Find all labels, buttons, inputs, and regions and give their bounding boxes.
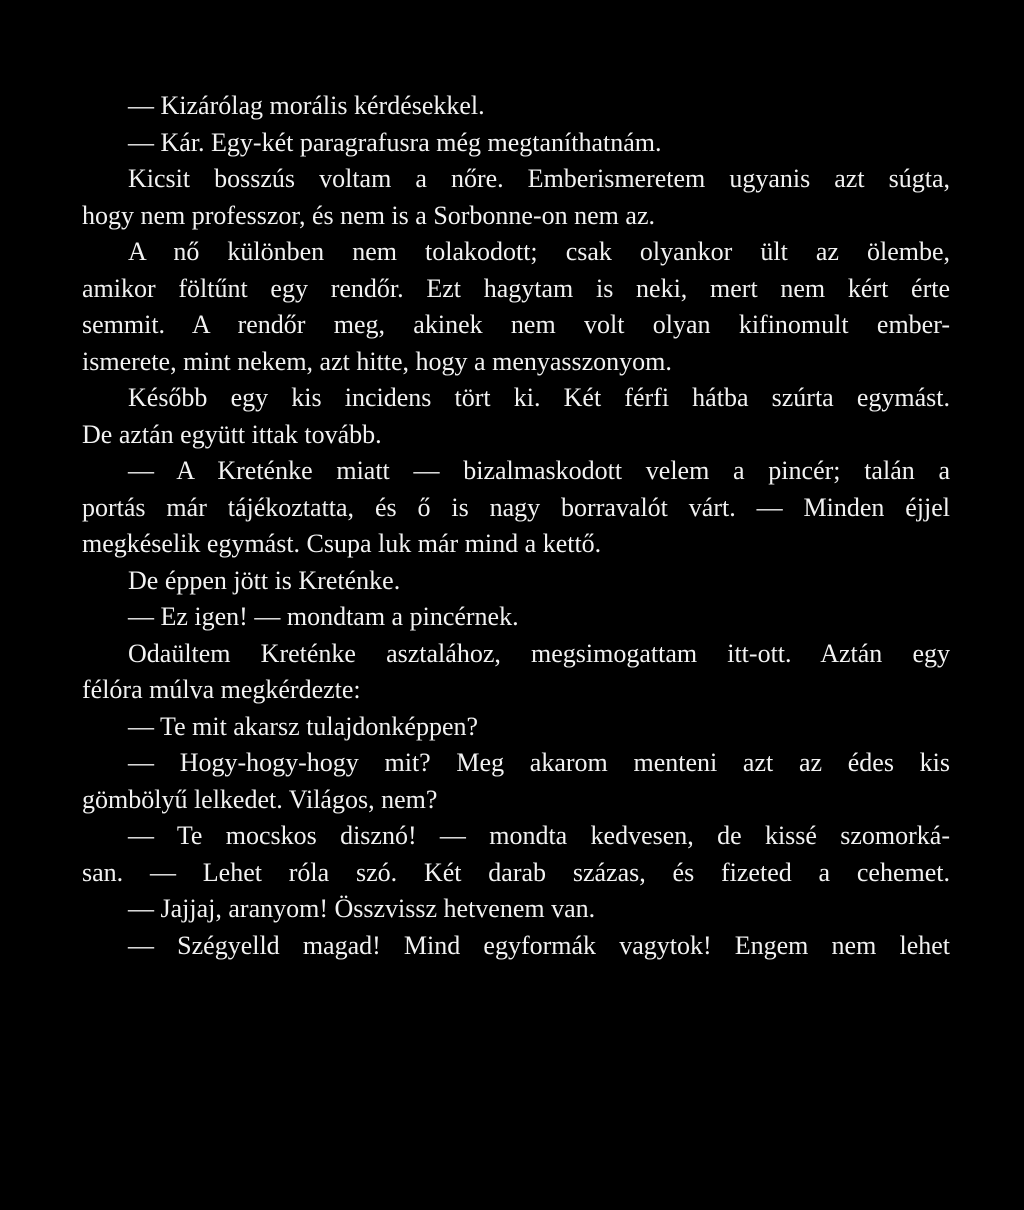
text-line: De éppen jött is Kreténke. — [128, 565, 401, 595]
text-line: Később egy kis incidens tört ki. Két férfi hátba szúrta egymást. — [128, 383, 950, 412]
text-line: ismerete, mint nekem, azt hitte, hogy a menyasszonyom. — [82, 346, 672, 376]
text-line: — Kár. Egy-két paragrafusra még megtaníthatnám. — [128, 127, 662, 157]
page-text — [82, 88, 950, 964]
text-line: A nő különben nem tolakodott; csak olyankor ült az ölembe, — [128, 237, 950, 266]
text-line: Kicsit bosszús voltam a nőre. Emberismeretem ugyanis azt súgta, — [128, 164, 950, 193]
text-line: — Hogy-hogy-hogy mit? Meg akarom menteni azt az édes kis — [128, 748, 950, 777]
text-line: — Jajjaj, aranyom! Összvissz hetvenem van. — [128, 894, 596, 923]
text-line: semmit. A rendőr meg, akinek nem volt olyan kifinomult ember- — [82, 310, 950, 339]
text-line: — Ez igen! — mondtam a pincérnek. — [128, 602, 519, 631]
text-line: hogy nem professzor, és nem is a Sorbonne-on nem az. — [82, 200, 655, 230]
text-line: Odaültem Kreténke asztalához, megsimogattam itt-ott. Aztán egy — [128, 638, 950, 668]
text-line: — Kizárólag morális kérdésekkel. — [128, 91, 485, 120]
text-line: gömbölyű lelkedet. Világos, nem? — [82, 784, 438, 814]
text-line: — Te mit akarsz tulajdonképpen? — [128, 711, 479, 741]
text-line: — A Kreténke miatt — bizalmaskodott velem a pincér; talán a — [128, 456, 950, 485]
text-line: portás már tájékoztatta, és ő is nagy borravalót várt. — Minden éjjel — [82, 492, 950, 522]
text-line: félóra múlva megkérdezte: — [82, 675, 361, 704]
text-line: — Te mocskos disznó! — mondta kedvesen, de kissé szomorká- — [128, 821, 950, 850]
text-line: amikor föltűnt egy rendőr. Ezt hagytam is neki, mert nem kért érte — [82, 273, 950, 303]
text-line: De aztán együtt ittak tovább. — [82, 419, 382, 449]
text-line: — Szégyelld magad! Mind egyformák vagytok! Engem nem lehet — [128, 930, 950, 960]
text-line: megkéselik egymást. Csupa luk már mind a kettő. — [82, 529, 602, 558]
text-line: san. — Lehet róla szó. Két darab százas, és fizeted a cehemet. — [82, 857, 950, 887]
